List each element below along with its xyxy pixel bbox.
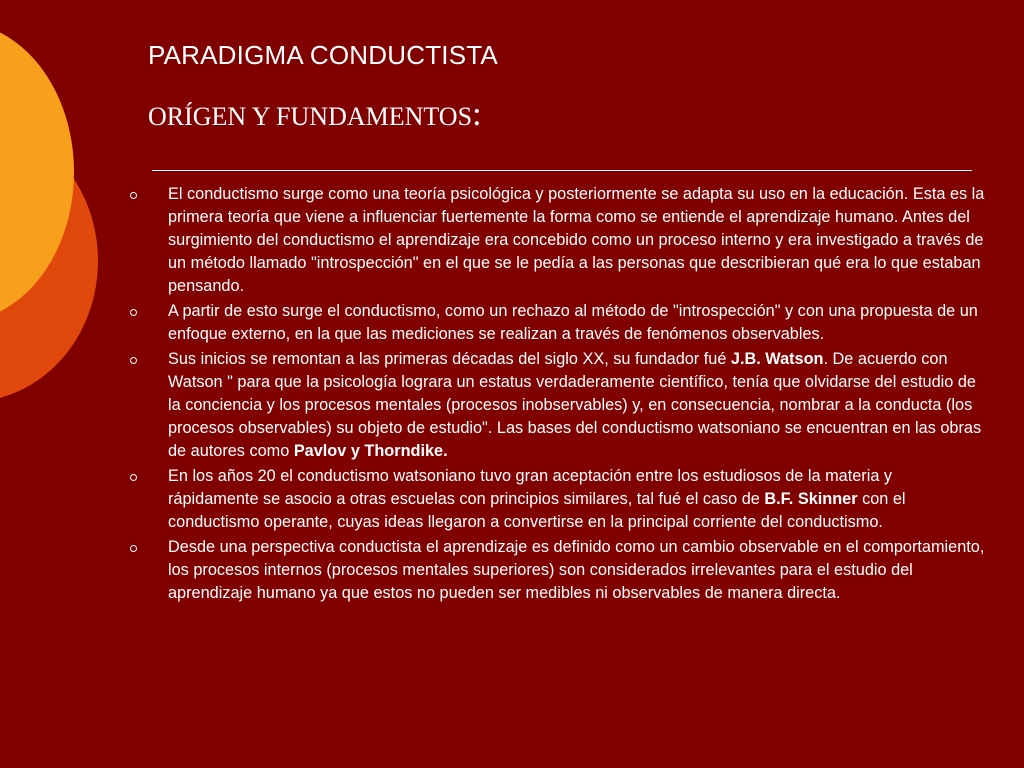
bullet-circle-icon (130, 474, 137, 481)
bullet-list (126, 183, 986, 607)
slide-subtitle (148, 96, 482, 134)
bullet-circle-icon (130, 357, 137, 364)
bullet-bold-name: B.F. Skinner (764, 490, 858, 508)
bullet-text: . De acuerdo con Watson " para que la psicología lograra un estatus verdaderamente científico, tenía que olvidarse del estudio de la conciencia y los procesos mentales (procesos inobservables) y, en consecuencia, nombrar a la conducta (los procesos observables) su objeto de estudio". Las bases del conductismo watsoniano se encuentran en las obras de autores como (168, 350, 982, 460)
title-divider (152, 170, 972, 171)
bullet-text: Sus inicios se remontan a las primeras décadas del siglo XX, su fundador fué (168, 350, 731, 368)
bullet-text: A partir de esto surge el conductismo, como un rechazo al método de "introspección" y con una propuesta de un enfoque externo, en la que las mediciones se realizan a través de fenómenos observables. (168, 302, 978, 343)
slide-title: PARADIGMA CONDUCTISTA (148, 40, 498, 70)
bullet-text: En los años 20 el conductismo watsoniano tuvo gran aceptación entre los estudiosos de la materia y rápidamente se asocio a otras escuelas con principios similares, tal fué el caso de (168, 467, 893, 508)
bullet-circle-icon (130, 545, 137, 552)
bullet-item (126, 300, 986, 346)
bullet-item (126, 465, 986, 534)
bullet-text: Desde una perspectiva conductista el aprendizaje es definido como un cambio observable en el comportamiento, los procesos internos (procesos mentales superiores) son considerados irrelevantes para el estudio del aprendizaje humano ya que estos no pueden ser medibles ni observables de manera directa. (168, 538, 985, 602)
bullet-circle-icon (130, 192, 137, 199)
bullet-item (126, 536, 986, 605)
bullet-bold-name: J.B. Watson (730, 350, 824, 368)
slide-subtitle-text: ORÍGEN Y FUNDAMENTOS (148, 102, 473, 131)
slide-subtitle-colon: : (472, 96, 482, 133)
bullet-item (126, 183, 986, 298)
bullet-text: El conductismo surge como una teoría psicológica y posteriormente se adapta su uso en la educación. Esta es la primera teoría que viene a influenciar fuertemente la forma como se entiende el aprendizaje humano. Antes del surgimiento del conductismo el aprendizaje era concebido como un proceso interno y era investigado a través de un método llamado "introspección" en el que se le pedía a las personas que describieran qué era lo que estaban pensando. (168, 185, 985, 295)
bullet-bold-name: Pavlov y Thorndike. (293, 442, 448, 460)
bullet-item (126, 348, 986, 463)
bullet-text: con el conductismo operante, cuyas ideas llegaron a convertirse en la principal corriente del conductismo. (168, 490, 906, 531)
bullet-circle-icon (130, 309, 137, 316)
